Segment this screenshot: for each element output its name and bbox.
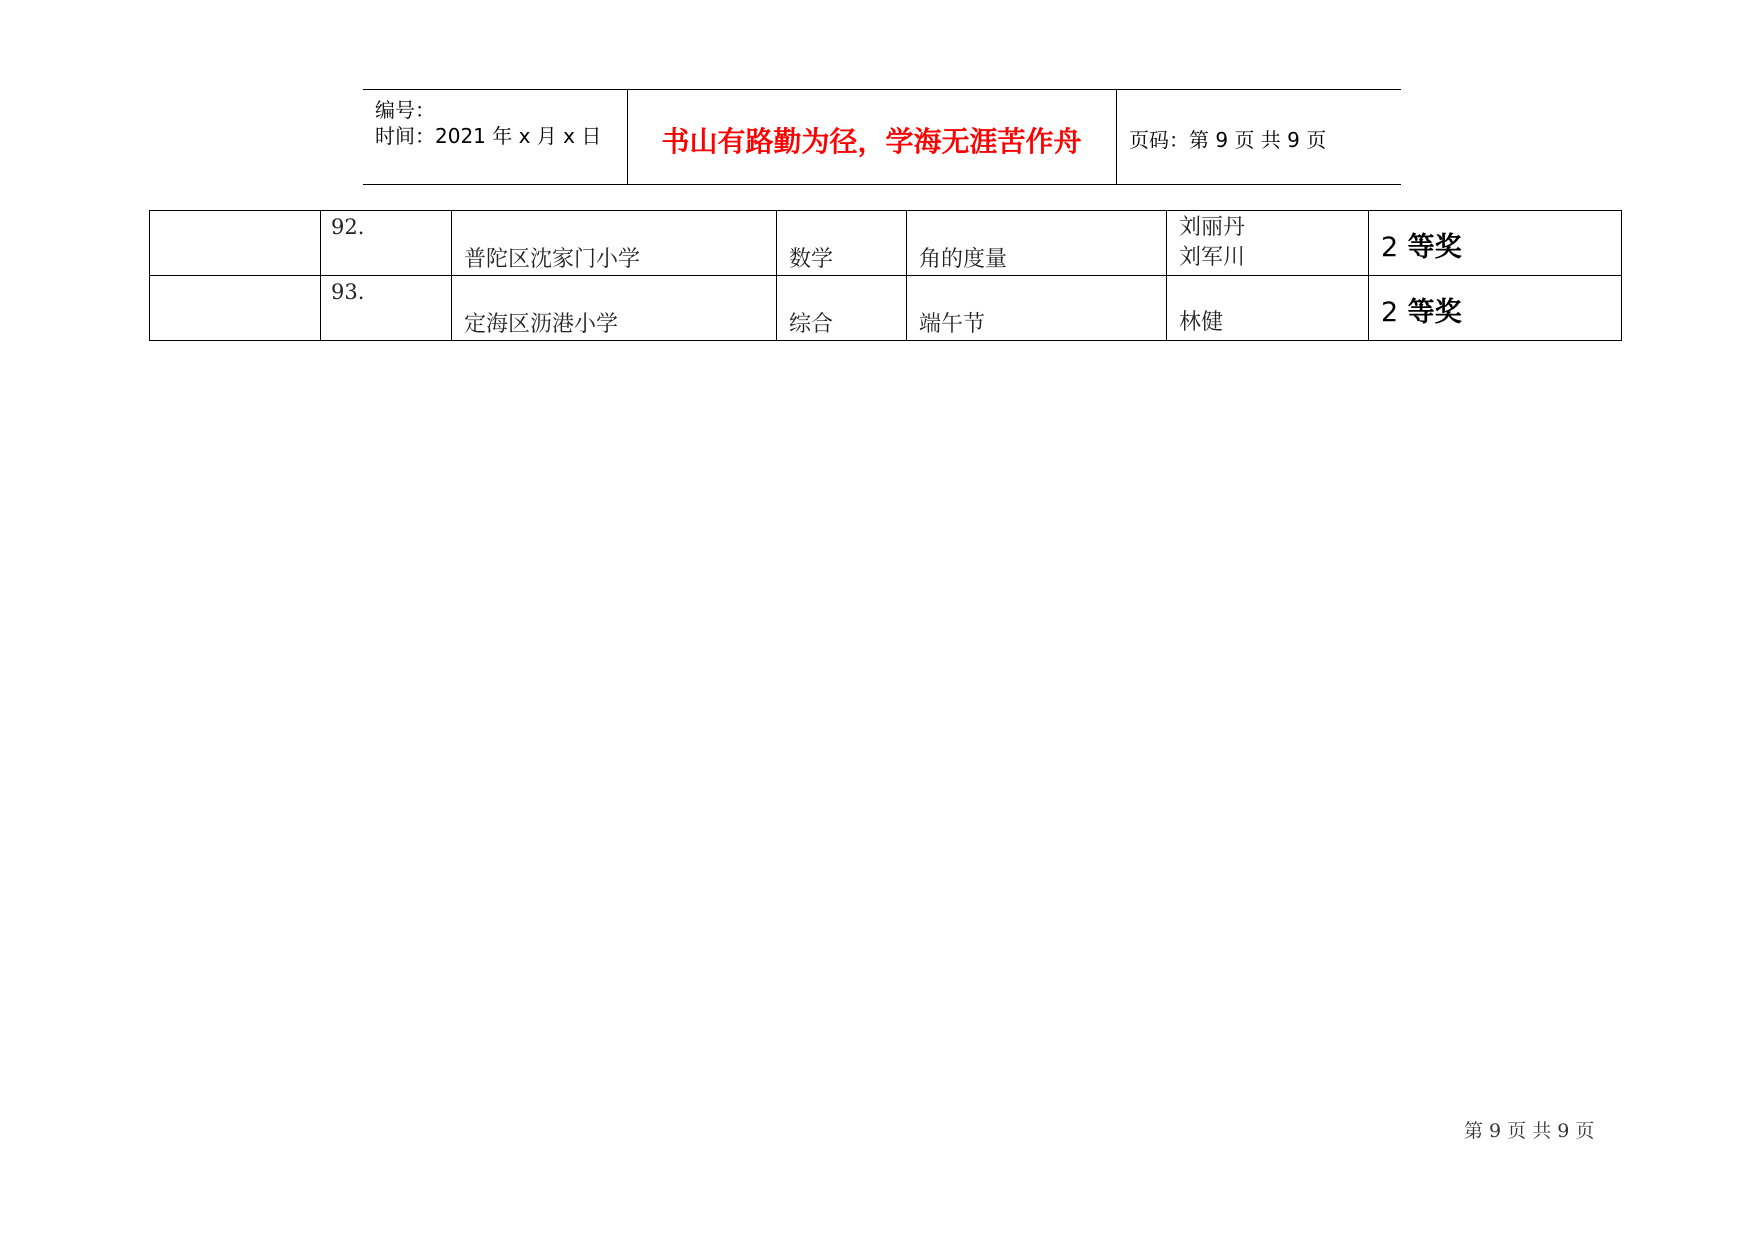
lesson-title: 角的度量 [919,247,1008,272]
number-cell [321,211,452,276]
award-digit: 2 [1381,232,1399,263]
teacher-cell [1167,211,1369,276]
table-row [150,211,1622,276]
page-code: 页码：第 9 页 共 9 页 [1129,128,1327,152]
school-cell [452,276,777,341]
school-name: 普陀区沈家门小学 [464,247,641,272]
page-footer: 第 9 页 共 9 页 [1464,1120,1595,1142]
teacher-name: 刘丽丹 [1179,215,1246,240]
lesson-title: 端午节 [919,312,986,337]
table-row [150,276,1622,341]
school-name: 定海区沥港小学 [464,312,619,337]
award-level [1381,225,1462,264]
motto-text: 书山有路勤为径，学海无涯苦作舟 [661,125,1082,158]
award-text: 等奖 [1407,232,1462,263]
teacher-name: 林健 [1179,310,1224,335]
subject-cell [777,211,907,276]
subject-name: 数学 [789,247,834,272]
blank-cell [150,276,321,341]
school-cell [452,211,777,276]
header-page-cell [1117,90,1401,184]
title-cell [907,211,1167,276]
blank-cell [150,211,321,276]
teacher-cell [1167,276,1369,341]
award-level [1381,290,1462,329]
awards-table [149,210,1622,341]
subject-name: 综合 [789,312,834,337]
header-info-cell [363,90,628,184]
row-number: 92. [331,215,365,239]
row-number: 93. [331,280,365,304]
award-cell [1369,211,1622,276]
number-cell [321,276,452,341]
title-cell [907,276,1167,341]
teacher-names [1167,213,1368,275]
document-header [363,89,1401,185]
teacher-name: 刘军川 [1179,245,1246,270]
time-label: 时间：2021 年 x 月 x 日 [375,124,602,148]
award-digit: 2 [1381,297,1399,328]
header-motto-cell [627,90,1117,184]
award-cell [1369,276,1622,341]
teacher-names [1167,308,1368,340]
subject-cell [777,276,907,341]
number-label: 编号： [375,98,435,122]
award-text: 等奖 [1407,297,1462,328]
